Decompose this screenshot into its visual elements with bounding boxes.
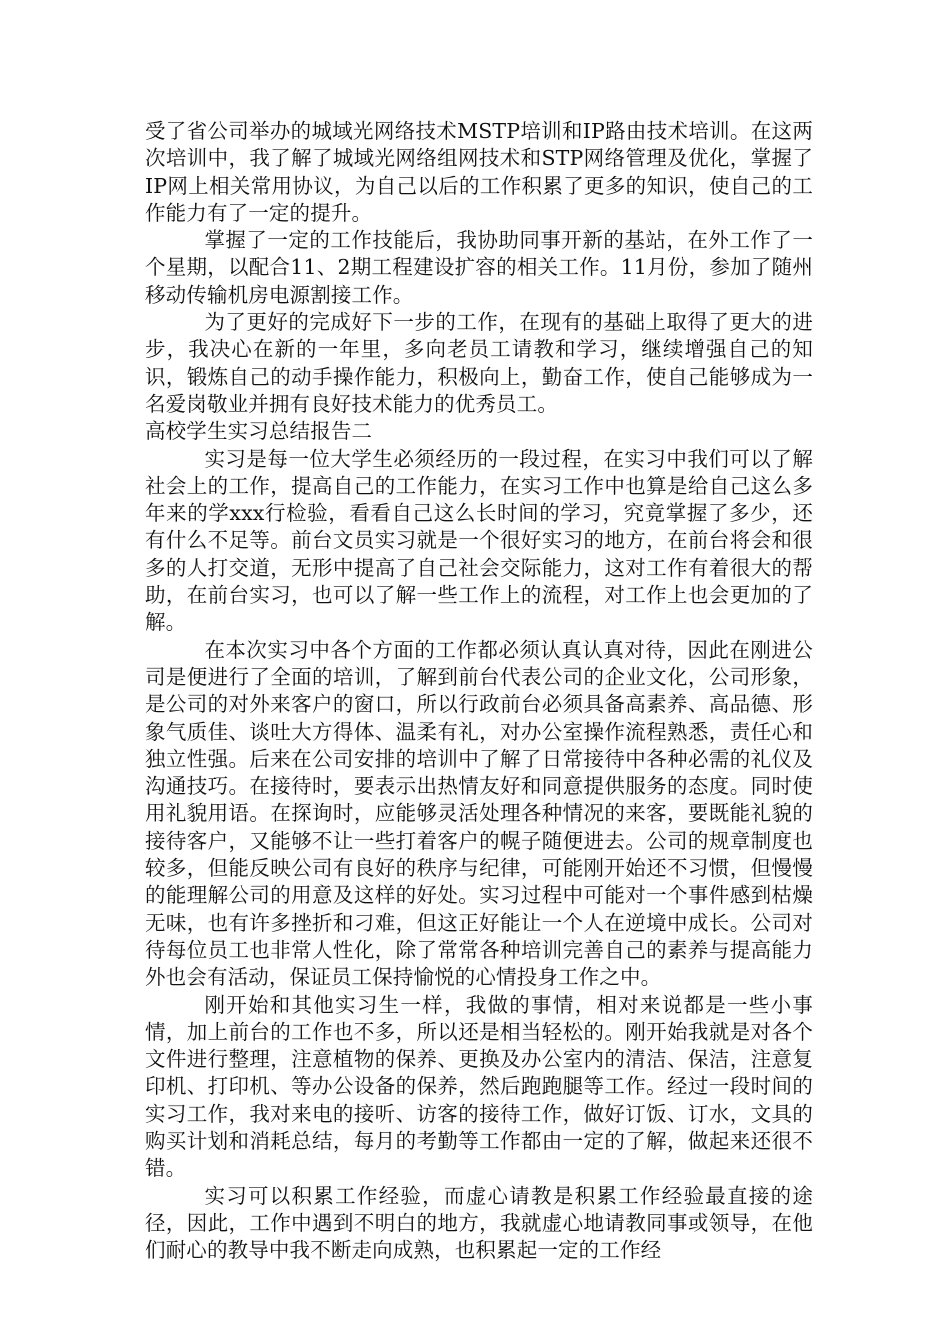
- paragraph-goals: 为了更好的完成好下一步的工作，在现有的基础上取得了更大的进步，我决心在新的一年里，多向老员工请教和学习，继续增强自己的知识，锻炼自己的动手操作能力，积极向上，勤奋工作，使自己能够成为一名爱岗敬业并拥有良好技术能力的优秀员工。: [145, 310, 813, 416]
- paragraph-training: 在本次实习中各个方面的工作都必须认真认真对待，因此在刚进公司是便进行了全面的培训，了解到前台代表公司的企业文化，公司形象，是公司的对外来客户的窗口，所以行政前台必须具备高素养、高品德、形象气质佳、谈吐大方得体、温柔有礼，对办公室操作流程熟悉，责任心和独立性强。后来在公司安排的培训中了解了日常接待中各种必需的礼仪及沟通技巧。在接待时，要表示出热情友好和同意提供服务的态度。同时使用礼貌用语。在探询时，应能够灵活处理各种情况的来客，要既能礼貌的接待客户，又能够不让一些打着客户的幌子随便进去。公司的规章制度也较多，但能反映公司有良好的秩序与纪律，可能刚开始还不习惯，但慢慢的能理解公司的用意及这样的好处。实习过程中可能对一个事件感到枯燥无味，也有许多挫折和刁难，但这正好能让一个人在逆境中成长。公司对待每位员工也非常人性化，除了常常各种培训完善自己的素养与提高能力外也会有活动，保证员工保持愉悦的心情投身工作之中。: [145, 637, 813, 990]
- document-body: [145, 118, 813, 1264]
- paragraph-experience: 实习可以积累工作经验，而虚心请教是积累工作经验最直接的途径，因此，工作中遇到不明白的地方，我就虚心地请教同事或领导，在他们耐心的教导中我不断走向成熟，也积累起一定的工作经: [145, 1183, 813, 1263]
- paragraph-internship-intro: 实习是每一位大学生必须经历的一段过程，在实习中我们可以了解社会上的工作，提高自己的工作能力，在实习工作中也算是给自己这么多年来的学xxx行检验，看看自己这么长时间的学习，究竟掌握了多少，还有什么不足等。前台文员实习就是一个很好实习的地方，在前台将会和很多的人打交道，无形中提高了自己社会交际能力，这对工作有着很大的帮助，在前台实习，也可以了解一些工作上的流程，对工作上也会更加的了解。: [145, 446, 813, 635]
- paragraph-skills: 掌握了一定的工作技能后，我协助同事开新的基站，在外工作了一个星期，以配合11、2期工程建设扩容的相关工作。11月份，参加了随州移动传输机房电源割接工作。: [145, 228, 813, 307]
- paragraph-daily-work: 刚开始和其他实习生一样，我做的事情，相对来说都是一些小事情，加上前台的工作也不多，所以还是相当轻松的。刚开始我就是对各个文件进行整理，注意植物的保养、更换及办公室内的清洁、保洁，注意复印机、打印机、等办公设备的保养，然后跑跑腿等工作。经过一段时间的实习工作，我对来电的接听、访客的接待工作，做好订饭、订水，文具的购买计划和消耗总结，每月的考勤等工作都由一定的了解，做起来还很不错。: [145, 992, 813, 1181]
- paragraph-continuation: 受了省公司举办的城域光网络技术MSTP培训和IP路由技术培训。在这两次培训中，我了解了城域光网络组网技术和STP网络管理及优化，掌握了IP网上相关常用协议，为自己以后的工作积累了更多的知识，使自己的工作能力有了一定的提升。: [145, 119, 813, 225]
- section-heading: 高校学生实习总结报告二: [145, 419, 373, 444]
